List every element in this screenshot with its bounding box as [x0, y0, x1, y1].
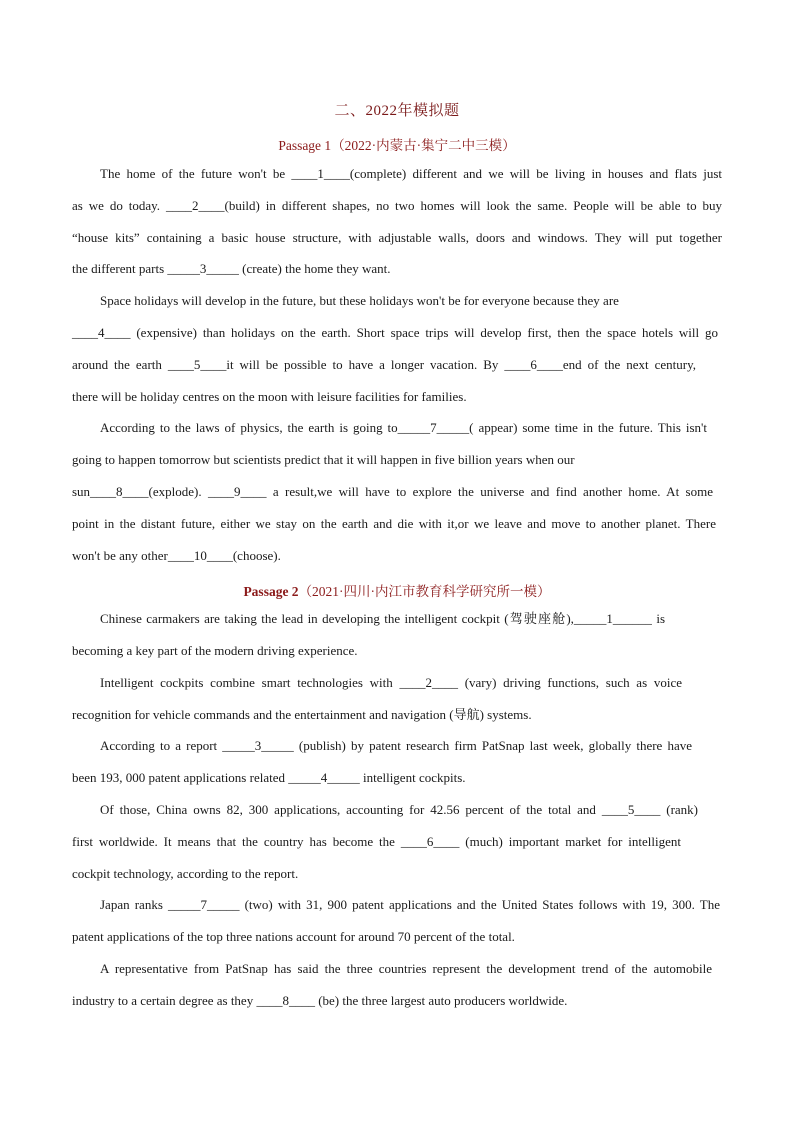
passage-1-line: the different parts _____3_____ (create) the home they want.: [72, 261, 391, 276]
passage-1-line: around the earth ____5____it will be possible to have a longer vacation. By ____6____end of the next century,: [72, 357, 696, 372]
passage-1-line: The home of the future won't be ____1____(complete) different and we will be living in houses and flats just: [100, 166, 722, 181]
passage-1-line: won't be any other____10____(choose).: [72, 548, 281, 563]
passage-2-line: Intelligent cockpits combine smart technologies with ____2____ (vary) driving functions, such as voice: [100, 675, 682, 690]
passage-2-line: been 193, 000 patent applications related _____4_____ intelligent cockpits.: [72, 770, 466, 785]
passage-1-line: According to the laws of physics, the earth is going to_____7_____( appear) some time in the future. This isn't: [100, 420, 707, 435]
passage-2-line: recognition for vehicle commands and the entertainment and navigation (导航) systems.: [72, 707, 532, 722]
passage-2-source: （2021·四川·内江市教育科学研究所一模）: [298, 584, 551, 599]
passage-1-label: Passage 1: [278, 138, 332, 153]
passage-2-line: patent applications of the top three nations account for around 70 percent of the total.: [72, 929, 515, 944]
passage-1-line: ____4____ (expensive) than holidays on the earth. Short space trips will develop first, then the space hotels will go: [72, 325, 718, 340]
passage-2-title: [0, 580, 794, 600]
passage-2-line: cockpit technology, according to the report.: [72, 866, 299, 881]
passage-1-line: there will be holiday centres on the moon with leisure facilities for families.: [72, 389, 467, 404]
passage-1-line: as we do today. ____2____(build) in different shapes, no two homes will look the same. People will be able to buy: [72, 198, 722, 213]
passage-2-line: becoming a key part of the modern driving experience.: [72, 643, 358, 658]
passage-2-line: A representative from PatSnap has said the three countries represent the development trend of the automobile: [100, 961, 712, 976]
passage-1-title: [0, 134, 794, 154]
passage-1-line: sun____8____(explode). ____9____ a result,we will have to explore the universe and find another home. At some: [72, 484, 713, 499]
passage-1-source: （2022·内蒙古·集宁二中三模）: [331, 138, 516, 153]
section-title: 二、2022年模拟题: [334, 103, 460, 119]
passage-2-line: According to a report _____3_____ (publish) by patent research firm PatSnap last week, globally there have: [100, 738, 692, 753]
passage-1-line: going to happen tomorrow but scientists predict that it will happen in five billion years when our: [72, 452, 575, 467]
passage-2-line: industry to a certain degree as they ____8____ (be) the three largest auto producers worldwide.: [72, 993, 568, 1008]
passage-1-line: Space holidays will develop in the future, but these holidays won't be for everyone because they are: [100, 293, 619, 308]
passage-1-line: “house kits” containing a basic house structure, with adjustable walls, doors and windows. They will put together: [72, 230, 722, 245]
passage-2-line: first worldwide. It means that the country has become the ____6____ (much) important market for intelligent: [72, 834, 681, 849]
passage-2-line: Japan ranks _____7_____ (two) with 31, 900 patent applications and the United States follows with 19, 300. The: [100, 897, 720, 912]
passage-1-line: point in the distant future, either we stay on the earth and die with it,or we leave and move to another planet. There: [72, 516, 716, 531]
passage-2-line: Of those, China owns 82, 300 applications, accounting for 42.56 percent of the total and ____5____ (rank): [100, 802, 698, 817]
passage-2-label: Passage 2: [243, 584, 299, 599]
passage-2-line: Chinese carmakers are taking the lead in developing the intelligent cockpit (驾驶座舱),_____1______ is: [100, 611, 665, 626]
